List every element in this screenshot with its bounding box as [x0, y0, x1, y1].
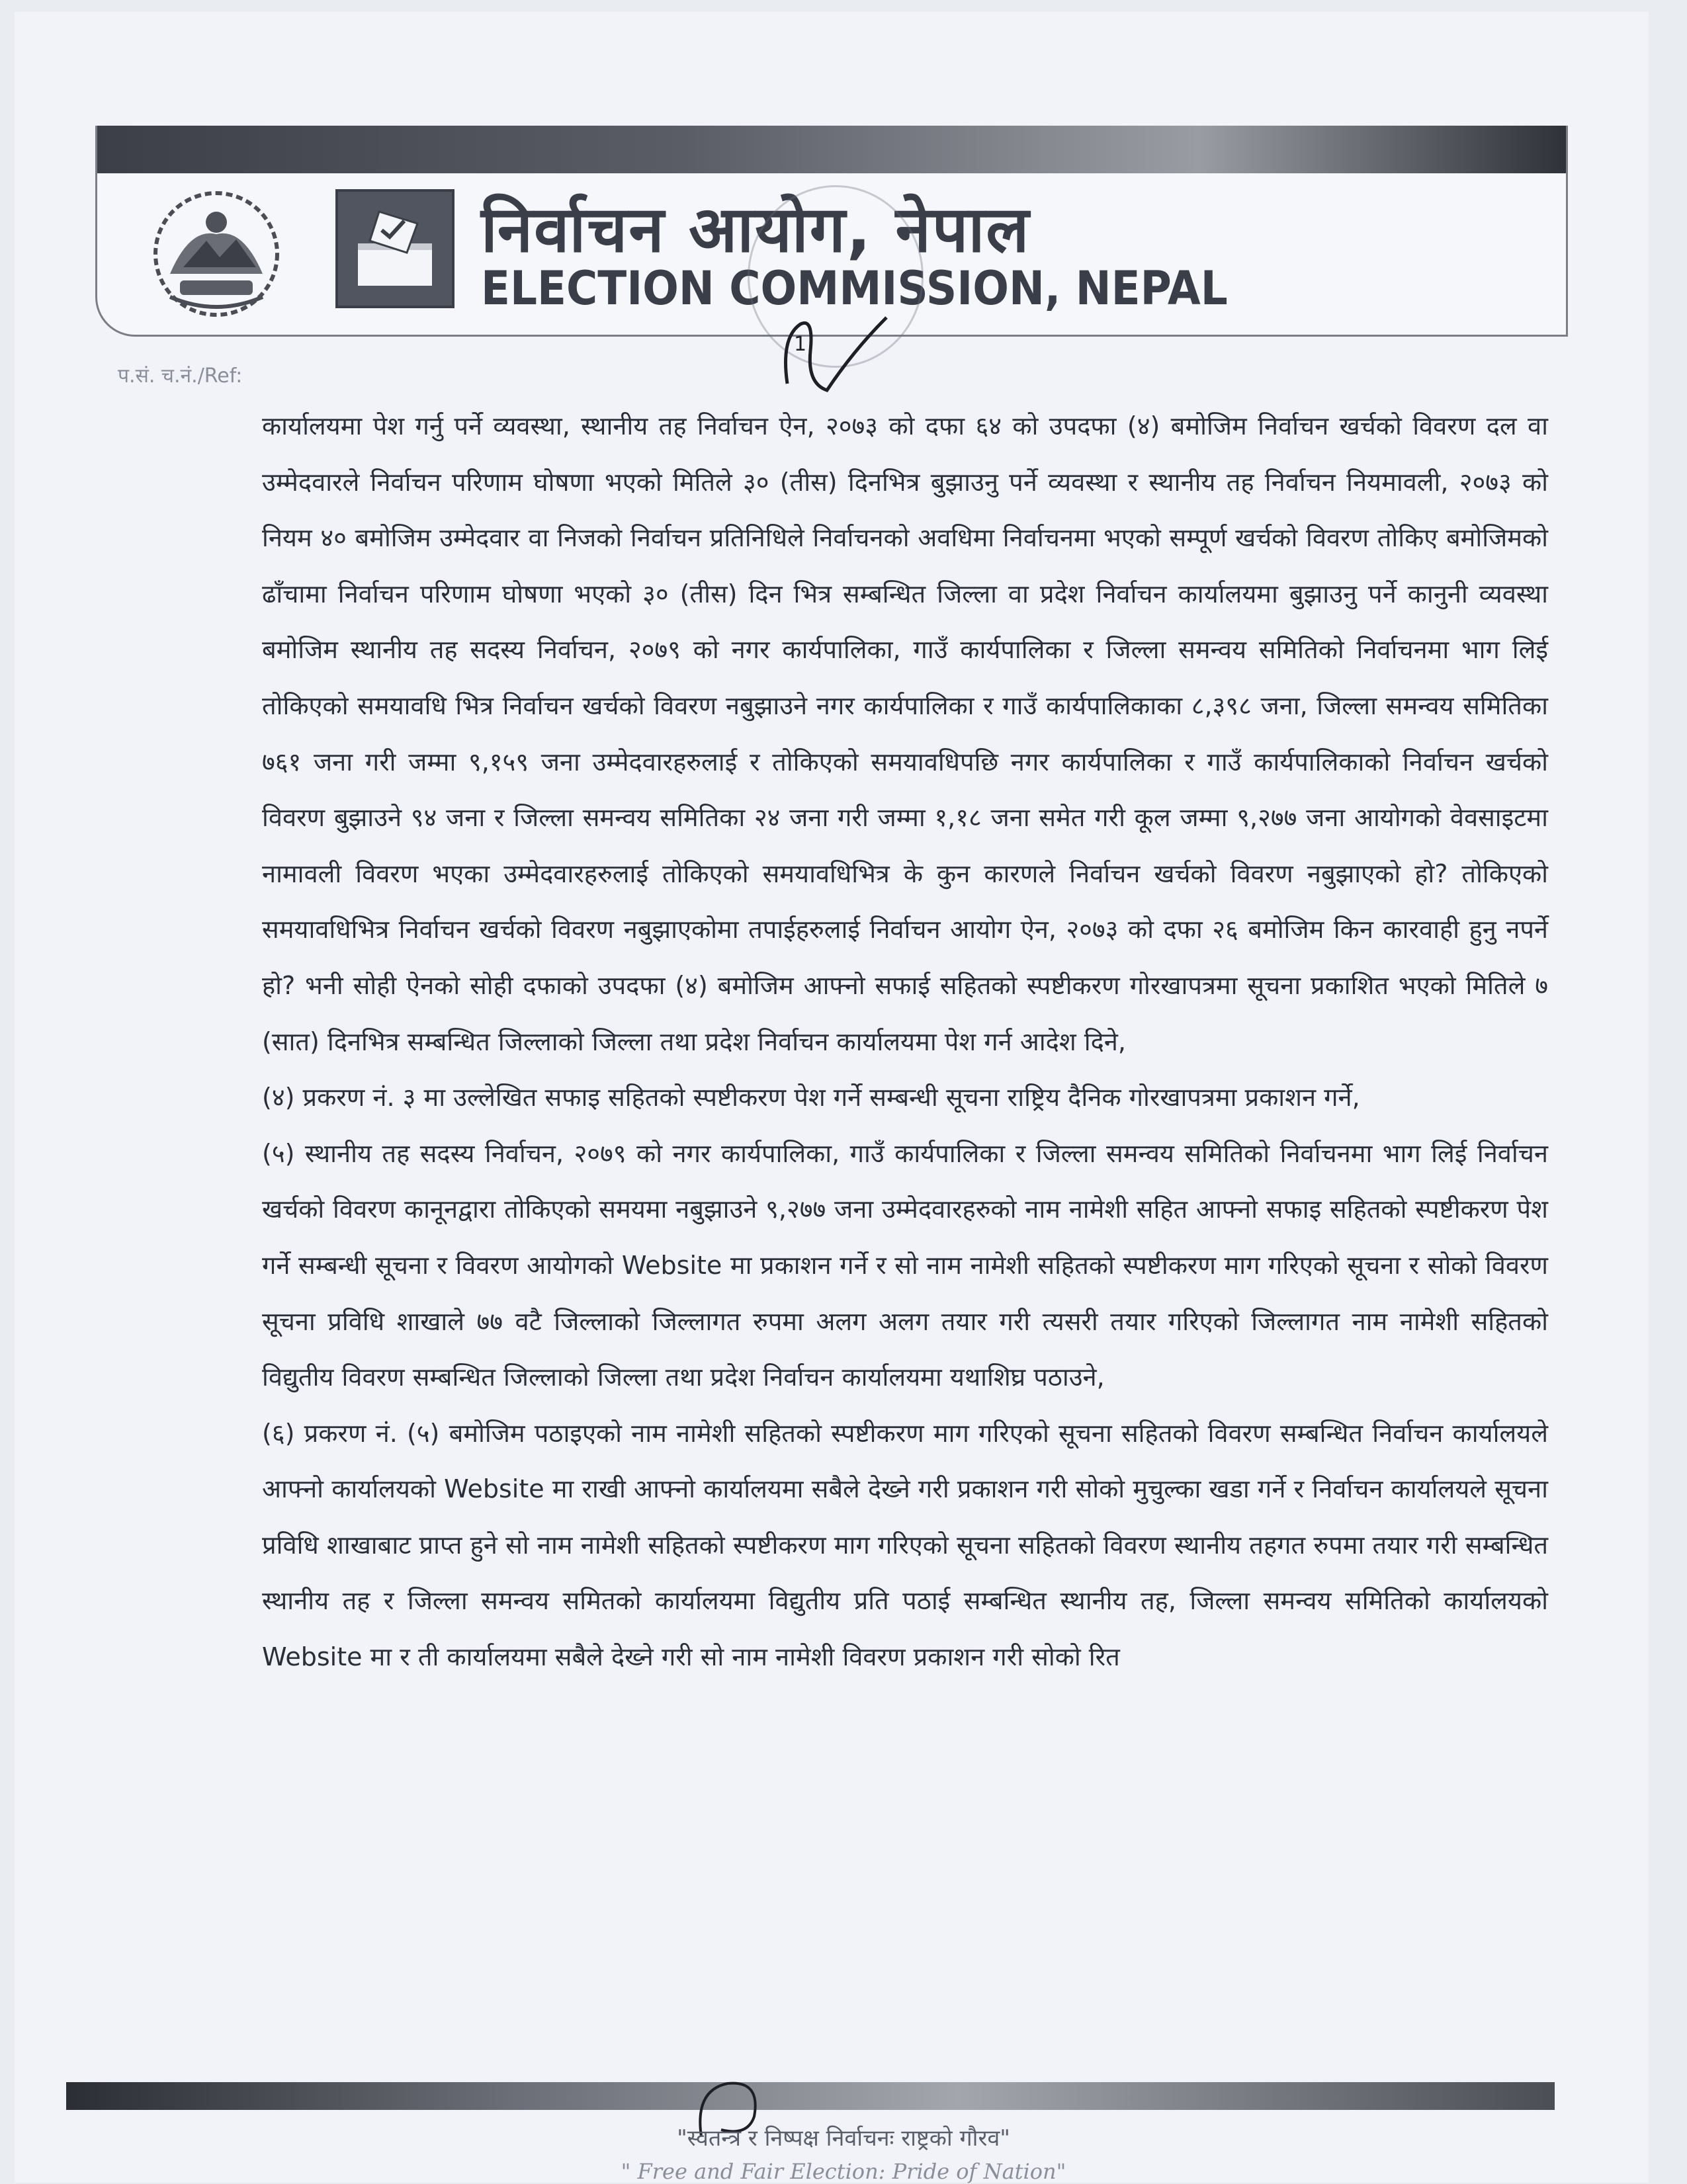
paragraph-continuation: कार्यालयमा पेश गर्नु पर्ने व्यवस्था, स्थानीय तह निर्वाचन ऐन, २०७३ को दफा ६४ को उपदफा (४) बमोजिम निर्वाचन खर्चको विवरण दल वा उम्मेदवारले निर्वाचन परिणाम घोषणा भएको मितिले ३० (तीस) दिनभित्र बुझाउनु पर्ने व्यवस्था र स्थानीय तह निर्वाचन नियमावली, २०७३ को नियम ४० बमोजिम उम्मेदवार वा निजको निर्वाचन प्रतिनिधिले निर्वाचनको अवधिमा निर्वाचनमा भएको सम्पूर्ण खर्चको विवरण तोकिए बमोजिमको ढाँचामा निर्वाचन परिणाम घोषणा भएको ३० (तीस) दिन भित्र सम्बन्धित जिल्ला वा प्रदेश निर्वाचन कार्यालयमा बुझाउनु पर्ने कानुनी व्यवस्था बमोजिम स्थानीय तह सदस्य निर्वाचन, २०७९ को नगर कार्यपालिका, गाउँ कार्यपालिका र जिल्ला समन्वय समितिको निर्वाचनमा भाग लिई तोकिएको समयावधि भित्र निर्वाचन खर्चको विवरण नबुझाउने नगर कार्यपालिका र गाउँ कार्यपालिकाका ८,३९८ जना, जिल्ला समन्वय समितिका ७६१ जना गरी जम्मा ९,१५९ जना उम्मेदवारहरुलाई र तोकिएको समयावधिपछि नगर कार्यपालिका र गाउँ कार्यपालिकाको निर्वाचन खर्चको विवरण बुझाउने ९४ जना र जिल्ला समन्वय समितिका २४ जना गरी जम्मा १,१८ जना समेत गरी कूल जम्मा ९,२७७ जना आयोगको वेवसाइटमा नामावली विवरण भएका उम्मेदवारहरुलाई तोकिएको समयावधिभित्र के कुन कारणले निर्वाचन खर्चको विवरण नबुझाएको हो? तोकिएको समयावधिभित्र निर्वाचन खर्चको विवरण नबुझाएकोमा तपाईहरुलाई निर्वाचन आयोग ऐन, २०७३ को दफा २६ बमोजिम किन कारवाही हुनु नपर्ने हो? भनी सोही ऐनको सोही दफाको उपदफा (४) बमोजिम आफ्नो सफाई सहितको स्पष्टीकरण गोरखापत्रमा सूचना प्रकाशित भएको मितिले ७ (सात) दिनभित्र सम्बन्धित जिल्लाको जिल्ला तथा प्रदेश निर्वाचन कार्यालयमा पेश गर्न आदेश दिने,: [262, 411, 1549, 1056]
reference-number-label: प.सं. च.नं./Ref:: [118, 364, 243, 388]
paragraph-clause-6: (६) प्रकरण नं. (५) बमोजिम पठाइएको नाम नामेशी सहितको स्पष्टीकरण माग गरिएको सूचना सहितको विवरण सम्बन्धित निर्वाचन कार्यालयले आफ्नो कार्यालयको Website मा राखी आफ्नो कार्यालयमा सबैले देख्ने गरी प्रकाशन गरी सोको मुचुल्का खडा गर्ने र निर्वाचन कार्यालयले सूचना प्रविधि शाखाबाट प्राप्त हुने सो नाम नामेशी सहितको स्पष्टीकरण माग गरिएको सूचना सहितको विवरण स्थानीय तहगत रुपमा तयार गरी सम्बन्धित स्थानीय तह र जिल्ला समन्वय समितको कार्यालयमा विद्युतीय प्रति पठाई सम्बन्धित स्थानीय तह, जिल्ला समन्वय समितिको कार्यालयको Website मा र ती कार्यालयमा सबैले देख्ने गरी सो नाम नामेशी विवरण प्रकाशन गरी सोको रित: [262, 1418, 1548, 1672]
footer-band: [66, 2082, 1555, 2110]
nepal-emblem-icon: [144, 188, 289, 320]
commission-title-english: ELECTION COMMISSION, NEPAL: [481, 261, 1228, 315]
motto-english: " Free and Fair Election: Pride of Nation": [621, 2159, 1066, 2184]
header-band: [97, 126, 1566, 173]
page-marker: 1: [794, 333, 807, 356]
commission-title-nepali: निर्वाचन आयोग, नेपाल: [481, 192, 1031, 267]
letter-body: [262, 398, 1548, 1685]
paragraph-clause-4: (४) प्रकरण नं. ३ मा उल्लेखित सफाइ सहितको स्पष्टीकरण पेश गर्ने सम्बन्धी सूचना राष्ट्रिय दैनिक गोरखापत्रमा प्रकाशन गर्ने,: [262, 1083, 1360, 1113]
ballot-box-icon: [335, 189, 454, 308]
initial-signature: [774, 311, 900, 397]
paragraph-clause-5: (५) स्थानीय तह सदस्य निर्वाचन, २०७९ को नगर कार्यपालिका, गाउँ कार्यपालिका र जिल्ला समन्वय समितिको निर्वाचनमा भाग लिई निर्वाचन खर्चको विवरण कानूनद्वारा तोकिएको समयमा नबुझाउने ९,२७७ जना उम्मेदवारहरुको नाम नामेशी सहित आफ्नो सफाइ सहितको स्पष्टीकरण पेश गर्ने सम्बन्धी सूचना र विवरण आयोगको Website मा प्रकाशन गर्ने र सो नाम नामेशी सहितको स्पष्टीकरण माग गरिएको सूचना र सोको विवरण सूचना प्रविधि शाखाले ७७ वटै जिल्लाको जिल्लागत रुपमा अलग अलग तयार गरी त्यसरी तयार गरिएको जिल्लागत नाम नामेशी सहितको विद्युतीय विवरण सम्बन्धित जिल्लाको जिल्ला तथा प्रदेश निर्वाचन कार्यालयमा यथाशिघ्र पठाउने,: [262, 1138, 1548, 1392]
motto-nepali: "स्वतन्त्र र निष्पक्ष निर्वाचनः राष्ट्रको गौरव": [677, 2125, 1010, 2152]
